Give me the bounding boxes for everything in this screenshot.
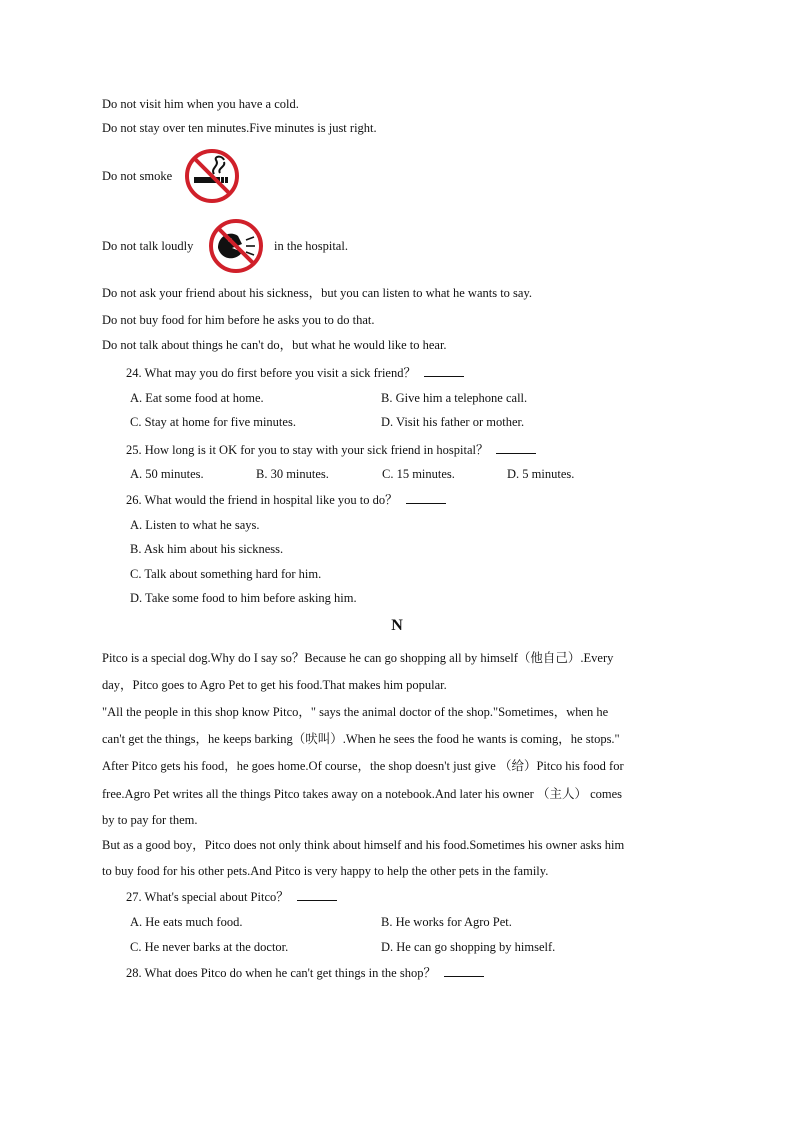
question-stem: 28. What does Pitco do when he can't get things in the shop？ [126, 966, 436, 980]
section-heading: N [391, 617, 403, 634]
rule-line: Do not talk about things he can't do，but what he would like to hear. [102, 338, 447, 352]
answer-blank[interactable] [424, 364, 464, 377]
question-28 [126, 964, 484, 981]
rule-line: Do not buy food for him before he asks you to do that. [102, 313, 375, 327]
rule-line: Do not ask your friend about his sickness，but you can listen to what he wants to say. [102, 286, 533, 300]
question-stem: 26. What would the friend in hospital like you to do？ [126, 493, 398, 507]
option: B. Ask him about his sickness. [130, 542, 284, 556]
option: B. Give him a telephone call. [381, 391, 528, 405]
question-25 [126, 441, 536, 458]
no-talking-icon [208, 218, 264, 274]
passage-line: After Pitco gets his food，he goes home.Of course，the shop doesn't just give （给）Pitco his food for [102, 759, 624, 773]
option: C. 15 minutes. [382, 467, 455, 481]
option: B. He works for Agro Pet. [381, 915, 512, 929]
passage-line: by to pay for them. [102, 813, 198, 827]
question-26 [126, 491, 446, 508]
rule-line: Do not talk loudly [102, 239, 194, 253]
passage-line: free.Agro Pet writes all the things Pitco takes away on a notebook.And later his owner （主人） comes [102, 787, 623, 801]
passage-line: "All the people in this shop know Pitco，" says the animal doctor of the shop."Sometimes，when he [102, 705, 609, 719]
option: C. He never barks at the doctor. [130, 940, 289, 954]
passage-line: can't get the things，he keeps barking（吠叫）.When he sees the food he wants is coming，he stops." [102, 732, 620, 746]
rule-line: in the hospital. [274, 239, 348, 253]
answer-blank[interactable] [496, 441, 536, 454]
option: A. He eats much food. [130, 915, 243, 929]
answer-blank[interactable] [444, 964, 484, 977]
no-smoking-icon [184, 148, 240, 204]
question-24 [126, 364, 464, 381]
rule-line: Do not visit him when you have a cold. [102, 97, 299, 111]
option: B. 30 minutes. [256, 467, 329, 481]
answer-blank[interactable] [297, 888, 337, 901]
question-stem: 24. What may you do first before you visit a sick friend？ [126, 366, 416, 380]
passage-line: to buy food for his other pets.And Pitco is very happy to help the other pets in the family. [102, 864, 549, 878]
option: D. Visit his father or mother. [381, 415, 525, 429]
option: D. 5 minutes. [507, 467, 575, 481]
passage-line: Pitco is a special dog.Why do I say so？Because he can go shopping all by himself（他自己）.Every [102, 651, 614, 665]
option: D. He can go shopping by himself. [381, 940, 556, 954]
option: C. Stay at home for five minutes. [130, 415, 296, 429]
question-stem: 25. How long is it OK for you to stay with your sick friend in hospital？ [126, 443, 489, 457]
option: A. Listen to what he says. [130, 518, 260, 532]
question-27 [126, 888, 337, 905]
option: D. Take some food to him before asking him. [130, 591, 357, 605]
option: A. Eat some food at home. [130, 391, 264, 405]
question-stem: 27. What's special about Pitco？ [126, 890, 289, 904]
answer-blank[interactable] [406, 491, 446, 504]
passage-line: day，Pitco goes to Agro Pet to get his food.That makes him popular. [102, 678, 447, 692]
rule-line: Do not smoke [102, 169, 173, 183]
option: A. 50 minutes. [130, 467, 204, 481]
option: C. Talk about something hard for him. [130, 567, 322, 581]
rule-line: Do not stay over ten minutes.Five minutes is just right. [102, 121, 377, 135]
passage-line: But as a good boy，Pitco does not only think about himself and his food.Sometimes his owner asks him [102, 838, 625, 852]
